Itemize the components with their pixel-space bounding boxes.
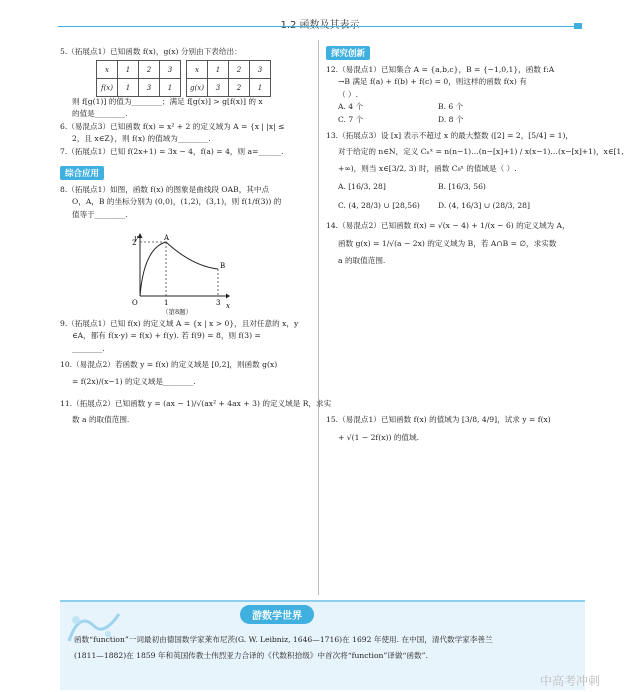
banner-text — [74, 632, 574, 664]
q9-line1: 9.（拓展点1）已知 f(x) 的定义域 A = {x | x > 0}，且对任意的 x，y — [60, 319, 299, 328]
page-header-title: 1.2 函数及其表示 — [280, 20, 360, 31]
q13-options-row1 — [326, 181, 582, 193]
q15-line2: + √(1 − 2f(x)) 的值域. — [338, 433, 420, 443]
q11-line1: 11.（拓展点2）已知函数 y = (ax − 1)/√(ax² + 4ax + 3) 的定义域是 R，求实 — [60, 399, 332, 409]
table-g-header: x — [187, 61, 208, 79]
table-f-header: x — [97, 61, 118, 79]
label-three: 3 — [216, 299, 221, 307]
q6-line2: 2，且 x∈Z}，则 f(x) 的值域为________. — [72, 134, 211, 144]
label-o: O — [132, 299, 138, 307]
q13-line3: +∞)，则当 x∈[3/2, 3) 时，函数 C₈ˣ 的值域是（ ）. — [338, 163, 517, 173]
banner-title: 游数学世界 — [240, 605, 314, 624]
left-column — [60, 46, 310, 58]
table-f-row-label: f(x) — [97, 79, 118, 97]
q8-line3: 值等于________. — [72, 209, 128, 219]
table-g-header: 3 — [250, 61, 271, 79]
q12-options-row2 — [326, 114, 582, 126]
left-column-block3 — [60, 184, 312, 221]
table-g-header: 2 — [229, 61, 250, 79]
q8-line2: O，A，B 的坐标分别为 (0,0)，(1,2)，(3,1)，则 f(1/f(3)) 的 — [72, 197, 282, 207]
right-column — [326, 64, 624, 267]
q12-option-b: B. 6 个 — [438, 102, 464, 112]
label-two: 2 — [132, 239, 137, 247]
table-f-cell: 1 — [160, 79, 181, 97]
q8-line1: 8.（拓展点1）如图，函数 f(x) 的图象是曲线段 OAB，其中点 — [60, 185, 270, 194]
q12-line2: →B 满足 f(a) + f(b) + f(c) = 0，则这样的函数 f(x) 有 — [338, 77, 527, 87]
table-f-header: 1 — [118, 61, 139, 79]
label-a: A — [164, 234, 170, 242]
left-column-block2 — [60, 96, 312, 158]
q12-options-row1 — [326, 101, 582, 113]
q9-line3: ________. — [72, 343, 105, 353]
q14-line3: a 的取值范围. — [338, 255, 386, 265]
curve-oa — [140, 242, 166, 296]
q13-line1: 13.（拓展点3）设 [x] 表示不超过 x 的最大整数 ([2] = 2，[5/4] = 1)， — [326, 131, 574, 141]
left-column-block4 — [60, 318, 332, 427]
q12-option-a: A. 4 个 — [338, 102, 364, 112]
label-x: x — [226, 302, 230, 310]
label-y: y — [134, 234, 138, 242]
q12-option-c: C. 7 个 — [338, 114, 364, 124]
q12-line1: 12.（易混点1）已知集合 A = {a,b,c}，B = {−1,0,1}，函数 f:A — [326, 65, 555, 74]
banner-text-line2: (1811—1882)在 1859 年和英国传教士伟烈亚力合译的《代数积拾级》中首次将“function”译做“函数”. — [74, 651, 428, 660]
right-column-q15 — [326, 414, 582, 445]
q13-options-row2 — [326, 200, 582, 212]
q13-option-b: B. [16/3, 56) — [438, 182, 486, 192]
table-f-header: 2 — [139, 61, 160, 79]
table-f-cell: 3 — [139, 79, 160, 97]
q5-line3: 的值是________. — [72, 109, 128, 119]
table-g-row-label: g(x) — [187, 79, 208, 97]
column-divider — [318, 40, 319, 595]
q12-option-d: D. 8 个 — [438, 114, 464, 124]
q7-text: 7.（拓展点1）已知 f(2x+1) = 3x − 4，f(a) = 4，则 a=______. — [60, 146, 284, 156]
q10-line1: 10.（易混点2）若函数 y = f(x) 的定义域是 [0,2]，则函数 g(x) — [60, 360, 278, 370]
q14-line1: 14.（易混点2）已知函数 f(x) = √(x − 4) + 1/(x − 6) 的定义域为 A， — [326, 221, 570, 231]
curve-ab — [166, 242, 218, 269]
table-g-cell: 2 — [229, 79, 250, 97]
x-axis-arrow — [226, 294, 230, 299]
header-rule — [58, 26, 582, 27]
table-g — [186, 60, 271, 97]
y-axis-arrow — [138, 233, 143, 238]
q9-line2: ∈A，都有 f(x·y) = f(x) + f(y). 若 f(9) = 8，则 f(3) = — [72, 331, 261, 341]
graph-caption: （第8题） — [162, 308, 193, 316]
q11-line2: 数 a 的取值范围. — [72, 415, 130, 425]
q13-line2: 对于给定的 n∈N，定义 Cₙˣ = n(n−1)…(n−[x]+1) / x(x−1)…(x−[x]+1)，x∈[1, — [338, 147, 624, 157]
q13-option-d: D. (4, 16/3] ∪ (28/3, 28] — [438, 200, 530, 210]
q15-line1: 15.（易混点1）已知函数 f(x) 的值域为 [3/8, 4/9]，试求 y = f(x) — [326, 415, 551, 424]
section-badge-comprehensive: 综合应用 — [60, 166, 104, 180]
banner-text-line1: 函数“function”一词最初由德国数学家莱布尼茨(G. W. Leibniz, 1646—1716)在 1692 年使用. 在中国，清代数学家李善兰 — [74, 635, 493, 644]
label-b: B — [220, 262, 226, 270]
q14-line2: 函数 g(x) = 1/√(a − 2x) 的定义域为 B，若 A∩B = ∅，求实数 — [338, 239, 557, 249]
table-g-cell: 3 — [208, 79, 229, 97]
table-g-cell: 1 — [250, 79, 271, 97]
watermark: 中高考冲刺 — [540, 674, 601, 688]
q13-option-a: A. [16/3, 28] — [338, 182, 386, 192]
header-marker — [574, 23, 582, 29]
table-g-header: 1 — [208, 61, 229, 79]
q6-line1: 6.（易混点3）已知函数 f(x) = x² + 2 的定义域为 A = {x | |x| ≤ — [60, 121, 285, 131]
q5-line1: 5.（拓展点1）已知函数 f(x)，g(x) 分别由下表给出： — [60, 47, 242, 56]
table-f-cell: 1 — [118, 79, 139, 97]
q12-line3: （ ）. — [338, 89, 359, 99]
table-f-header: 3 — [160, 61, 181, 79]
q13-option-c: C. (4, 28/3) ∪ [28,56) — [338, 200, 420, 210]
table-f — [96, 60, 181, 97]
q8-function-graph — [122, 232, 232, 314]
q10-line2: = f(2x)/(x−1) 的定义域是________. — [72, 376, 196, 386]
label-one: 1 — [164, 299, 169, 307]
q5-line2: 则 f[g(1)] 的值为________；满足 f[g(x)] > g[f(x)] 的 x — [72, 97, 263, 106]
section-badge-explore: 探究创新 — [326, 46, 370, 60]
